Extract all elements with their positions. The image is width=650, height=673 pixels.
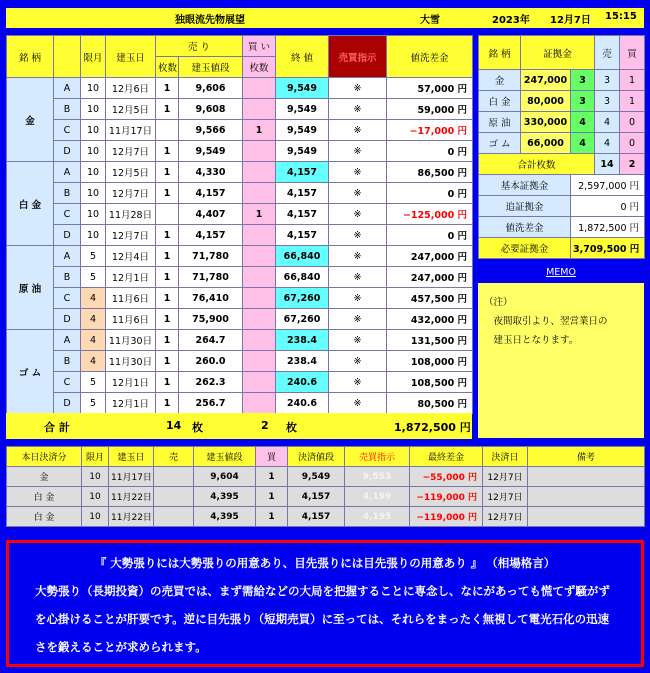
- close-cell: 4,157: [276, 162, 329, 183]
- signal-cell: ※: [329, 246, 387, 267]
- buy-qty-cell: [243, 246, 276, 267]
- date-cell: 12月7日: [106, 183, 156, 204]
- close-cell: 4,157: [276, 204, 329, 225]
- settle-close: 4,157: [288, 507, 345, 527]
- date-cell: 11月17日: [106, 120, 156, 141]
- diff-cell: 457,500 円: [387, 288, 473, 309]
- class-cell: C: [54, 120, 81, 141]
- contract-buy: 2: [620, 154, 645, 175]
- signal-cell: ※: [329, 120, 387, 141]
- positions-table: [6, 35, 473, 414]
- signal-cell: ※: [329, 267, 387, 288]
- col-sagaku: 値洗差金: [387, 36, 473, 78]
- settlement-row: [7, 507, 645, 527]
- summary-label: 追証拠金: [479, 196, 571, 217]
- date-cell: 12月1日: [106, 393, 156, 414]
- proverb-box: [6, 540, 644, 667]
- class-cell: D: [54, 393, 81, 414]
- year-label: 2023年: [492, 15, 530, 26]
- entry-price-cell: 9,608: [179, 99, 243, 120]
- settlement-row: [7, 467, 645, 487]
- diff-cell: −17,000 円: [387, 120, 473, 141]
- diff-cell: 0 円: [387, 225, 473, 246]
- margin-col-kai: 買: [620, 36, 645, 70]
- close-cell: 4,157: [276, 183, 329, 204]
- col-class: [54, 36, 81, 78]
- buy-qty-cell: [243, 141, 276, 162]
- settle-col: 最終差金: [410, 447, 483, 467]
- margin-summary-row: [479, 175, 645, 196]
- date-cell: 12月6日: [106, 78, 156, 99]
- settle-signal: 4,195: [345, 507, 410, 527]
- margin-summary-row: [479, 196, 645, 217]
- settle-sdate: 12月7日: [483, 507, 528, 527]
- settle-note: [528, 507, 645, 527]
- signal-cell: ※: [329, 393, 387, 414]
- settle-sdate: 12月7日: [483, 467, 528, 487]
- margin-summary-row: [479, 217, 645, 238]
- settle-price: 9,604: [194, 467, 256, 487]
- class-cell: B: [54, 267, 81, 288]
- col-kai-maisu: 枚数: [243, 57, 276, 78]
- totals-sell: 14: [166, 419, 182, 432]
- buy-qty-cell: [243, 309, 276, 330]
- sell-qty-cell: [156, 204, 179, 225]
- margin-name: 金: [479, 70, 521, 91]
- close-cell: 4,157: [276, 225, 329, 246]
- col-uri-nedan: 建玉値段: [179, 57, 243, 78]
- contract-total-row: [479, 154, 645, 175]
- close-cell: 9,549: [276, 78, 329, 99]
- signal-cell: ※: [329, 141, 387, 162]
- sell-qty-cell: 1: [156, 225, 179, 246]
- date-cell: 12月7日: [106, 225, 156, 246]
- margin-summary-row: [479, 238, 645, 259]
- diff-cell: 432,000 円: [387, 309, 473, 330]
- class-cell: C: [54, 372, 81, 393]
- settlement-table: [6, 446, 645, 527]
- margin-name: 原 油: [479, 112, 521, 133]
- signal-cell: ※: [329, 78, 387, 99]
- close-cell: 238.4: [276, 351, 329, 372]
- position-row: [7, 183, 473, 204]
- diff-cell: 86,500 円: [387, 162, 473, 183]
- buy-qty-cell: [243, 99, 276, 120]
- margin-header-row: [479, 36, 645, 70]
- margin-name: 白 金: [479, 91, 521, 112]
- margin-row: [479, 112, 645, 133]
- position-row: [7, 351, 473, 372]
- settle-col: 備考: [528, 447, 645, 467]
- class-cell: B: [54, 351, 81, 372]
- signal-cell: ※: [329, 351, 387, 372]
- buy-qty-cell: [243, 288, 276, 309]
- memo-title: MEMO: [478, 263, 644, 283]
- sell-qty-cell: 1: [156, 372, 179, 393]
- class-cell: D: [54, 141, 81, 162]
- sell-qty-cell: [156, 120, 179, 141]
- month-cell: 10: [81, 78, 106, 99]
- entry-price-cell: 262.3: [179, 372, 243, 393]
- entry-price-cell: 76,410: [179, 288, 243, 309]
- memo-box: [478, 283, 644, 438]
- class-cell: D: [54, 309, 81, 330]
- col-uri: 売 り: [156, 36, 243, 57]
- proverb-body: 大勢張り（長期投資）の売買では、まず需給などの大局を把握することに専念し、なにがあっても慌てず騒がずを心掛けることが肝要です。逆に目先張り（短期売買）に至っては、それらをまったく無視して電光石化の迅速さを鍛えることが求められます。: [35, 584, 610, 654]
- close-cell: 66,840: [276, 267, 329, 288]
- settle-sell: [154, 507, 194, 527]
- date-label: 12月7日: [550, 15, 591, 26]
- month-cell: 4: [81, 288, 106, 309]
- settle-month: 10: [82, 487, 109, 507]
- month-cell: 5: [81, 372, 106, 393]
- buy-qty-cell: [243, 78, 276, 99]
- date-cell: 12月4日: [106, 246, 156, 267]
- margin-sell: 3: [595, 70, 620, 91]
- diff-cell: 108,000 円: [387, 351, 473, 372]
- date-cell: 12月7日: [106, 141, 156, 162]
- col-tategyokubi: 建玉日: [106, 36, 156, 78]
- month-cell: 5: [81, 267, 106, 288]
- class-cell: C: [54, 204, 81, 225]
- close-cell: 66,840: [276, 246, 329, 267]
- entry-price-cell: 71,780: [179, 267, 243, 288]
- class-cell: B: [54, 183, 81, 204]
- class-cell: A: [54, 78, 81, 99]
- margin-row: [479, 133, 645, 154]
- sell-qty-cell: 1: [156, 162, 179, 183]
- diff-cell: 57,000 円: [387, 78, 473, 99]
- totals-sell-unit: 枚: [192, 421, 203, 434]
- settle-col: 買: [256, 447, 288, 467]
- header-strip: [6, 8, 644, 28]
- date-cell: 12月1日: [106, 372, 156, 393]
- settle-signal: 9,553: [345, 467, 410, 487]
- date-cell: 12月5日: [106, 162, 156, 183]
- margin-amount: 330,000: [521, 112, 571, 133]
- close-cell: 238.4: [276, 330, 329, 351]
- summary-value: 1,872,500 円: [571, 217, 645, 238]
- entry-price-cell: 9,566: [179, 120, 243, 141]
- position-row: [7, 120, 473, 141]
- month-cell: 4: [81, 309, 106, 330]
- date-cell: 12月5日: [106, 99, 156, 120]
- settle-sell: [154, 487, 194, 507]
- sell-qty-cell: 1: [156, 183, 179, 204]
- position-row: [7, 99, 473, 120]
- margin-amount: 66,000: [521, 133, 571, 154]
- memo-line: 夜間取引より、翌営業日の: [484, 316, 608, 327]
- entry-price-cell: 75,900: [179, 309, 243, 330]
- settle-sell: [154, 467, 194, 487]
- summary-value: 2,597,000 円: [571, 175, 645, 196]
- proverb-quote: 『 大勢張りには大勢張りの用意あり、目先張りには目先張りの用意あり 』 （相場格言）: [94, 556, 556, 570]
- buy-qty-cell: [243, 162, 276, 183]
- class-cell: A: [54, 246, 81, 267]
- col-gengetsu: 限月: [81, 36, 106, 78]
- margin-units: 4: [571, 112, 595, 133]
- col-owarine: 終 値: [276, 36, 329, 78]
- settle-price: 4,395: [194, 507, 256, 527]
- month-cell: 10: [81, 204, 106, 225]
- buy-qty-cell: [243, 393, 276, 414]
- close-cell: 240.6: [276, 393, 329, 414]
- class-cell: B: [54, 99, 81, 120]
- date-cell: 12月1日: [106, 267, 156, 288]
- settle-final: −119,000 円: [410, 487, 483, 507]
- contract-label: 合計枚数: [479, 154, 595, 175]
- settle-date: 11月22日: [109, 507, 154, 527]
- page-title: 独眼流先物展望: [175, 15, 245, 26]
- close-cell: 9,549: [276, 141, 329, 162]
- date-cell: 11月6日: [106, 309, 156, 330]
- settle-col: 決済日: [483, 447, 528, 467]
- margin-sell: 4: [595, 133, 620, 154]
- memo-line: 建玉日となります。: [484, 335, 579, 346]
- margin-buy: 0: [620, 112, 645, 133]
- col-signal: 売買指示: [329, 36, 387, 78]
- settle-note: [528, 487, 645, 507]
- month-cell: 5: [81, 246, 106, 267]
- class-cell: C: [54, 288, 81, 309]
- settlement-header-row: [7, 447, 645, 467]
- settlement-row: [7, 487, 645, 507]
- diff-cell: 108,500 円: [387, 372, 473, 393]
- sell-qty-cell: 1: [156, 288, 179, 309]
- class-cell: D: [54, 225, 81, 246]
- settle-name: 金: [7, 467, 82, 487]
- entry-price-cell: 264.7: [179, 330, 243, 351]
- month-cell: 10: [81, 141, 106, 162]
- margin-name: ゴ ム: [479, 133, 521, 154]
- settle-final: −55,000 円: [410, 467, 483, 487]
- settle-col: 本日決済分: [7, 447, 82, 467]
- signal-cell: ※: [329, 288, 387, 309]
- margin-row: [479, 91, 645, 112]
- margin-units: 4: [571, 133, 595, 154]
- sell-qty-cell: 1: [156, 309, 179, 330]
- sell-qty-cell: 1: [156, 78, 179, 99]
- sell-qty-cell: 1: [156, 351, 179, 372]
- summary-label: 必要証拠金: [479, 238, 571, 259]
- commodity-name: 金: [7, 78, 54, 162]
- header-row: [7, 36, 473, 57]
- settle-name: 白 金: [7, 487, 82, 507]
- diff-cell: 59,000 円: [387, 99, 473, 120]
- entry-price-cell: 256.7: [179, 393, 243, 414]
- entry-price-cell: 9,549: [179, 141, 243, 162]
- position-row: [7, 204, 473, 225]
- margin-table: [478, 35, 645, 259]
- totals-row: [6, 413, 472, 439]
- position-row: [7, 393, 473, 414]
- margin-col-uri: 売: [595, 36, 620, 70]
- date-cell: 11月6日: [106, 288, 156, 309]
- month-cell: 10: [81, 225, 106, 246]
- margin-row: [479, 70, 645, 91]
- margin-units: 3: [571, 70, 595, 91]
- buy-qty-cell: [243, 225, 276, 246]
- signal-cell: ※: [329, 309, 387, 330]
- diff-cell: 247,000 円: [387, 267, 473, 288]
- totals-buy-unit: 枚: [286, 421, 297, 434]
- buy-qty-cell: [243, 351, 276, 372]
- settle-buy: 1: [256, 467, 288, 487]
- entry-price-cell: 9,606: [179, 78, 243, 99]
- entry-price-cell: 4,157: [179, 225, 243, 246]
- entry-price-cell: 4,157: [179, 183, 243, 204]
- sell-qty-cell: 1: [156, 246, 179, 267]
- col-meigara: 銘 柄: [7, 36, 54, 78]
- position-row: [7, 225, 473, 246]
- time-label: 15:15: [605, 11, 637, 22]
- col-kai: 買 い: [243, 36, 276, 57]
- month-cell: 10: [81, 120, 106, 141]
- settle-buy: 1: [256, 487, 288, 507]
- commodity-name: 原 油: [7, 246, 54, 330]
- position-row: [7, 267, 473, 288]
- settle-col: 建玉値段: [194, 447, 256, 467]
- month-cell: 4: [81, 330, 106, 351]
- totals-label: 合 計: [44, 421, 70, 434]
- weather-label: 大雪: [420, 15, 440, 26]
- position-row: [7, 78, 473, 99]
- sell-qty-cell: 1: [156, 267, 179, 288]
- commodity-name: 白 金: [7, 162, 54, 246]
- month-cell: 4: [81, 351, 106, 372]
- position-row: [7, 288, 473, 309]
- settle-date: 11月17日: [109, 467, 154, 487]
- summary-value: 3,709,500 円: [571, 238, 645, 259]
- entry-price-cell: 4,330: [179, 162, 243, 183]
- signal-cell: ※: [329, 204, 387, 225]
- settle-date: 11月22日: [109, 487, 154, 507]
- date-cell: 11月30日: [106, 351, 156, 372]
- position-row: [7, 330, 473, 351]
- margin-sell: 4: [595, 112, 620, 133]
- settle-name: 白 金: [7, 507, 82, 527]
- diff-cell: 80,500 円: [387, 393, 473, 414]
- buy-qty-cell: [243, 330, 276, 351]
- class-cell: A: [54, 330, 81, 351]
- close-cell: 67,260: [276, 288, 329, 309]
- signal-cell: ※: [329, 372, 387, 393]
- month-cell: 10: [81, 162, 106, 183]
- position-row: [7, 246, 473, 267]
- settle-close: 4,157: [288, 487, 345, 507]
- sell-qty-cell: 1: [156, 330, 179, 351]
- buy-qty-cell: [243, 267, 276, 288]
- summary-label: 値洗差金: [479, 217, 571, 238]
- totals-diff: 1,872,500 円: [394, 421, 471, 434]
- col-uri-maisu: 枚数: [156, 57, 179, 78]
- settle-col: 売: [154, 447, 194, 467]
- margin-col-shokokin: 証拠金: [521, 36, 595, 70]
- settle-note: [528, 467, 645, 487]
- margin-amount: 80,000: [521, 91, 571, 112]
- margin-amount: 247,000: [521, 70, 571, 91]
- margin-buy: 1: [620, 70, 645, 91]
- summary-label: 基本証拠金: [479, 175, 571, 196]
- date-cell: 11月28日: [106, 204, 156, 225]
- margin-units: 3: [571, 91, 595, 112]
- position-row: [7, 162, 473, 183]
- sell-qty-cell: 1: [156, 99, 179, 120]
- class-cell: A: [54, 162, 81, 183]
- settle-col: 限月: [82, 447, 109, 467]
- memo-line: （注）: [484, 297, 513, 308]
- settle-final: −119,000 円: [410, 507, 483, 527]
- buy-qty-cell: [243, 183, 276, 204]
- buy-qty-cell: 1: [243, 204, 276, 225]
- position-row: [7, 309, 473, 330]
- diff-cell: −125,000 円: [387, 204, 473, 225]
- month-cell: 10: [81, 99, 106, 120]
- settle-col: 建玉日: [109, 447, 154, 467]
- settle-buy: 1: [256, 507, 288, 527]
- signal-cell: ※: [329, 162, 387, 183]
- entry-price-cell: 71,780: [179, 246, 243, 267]
- settle-month: 10: [82, 507, 109, 527]
- settle-signal: 4,199: [345, 487, 410, 507]
- settle-col: 売買指示: [345, 447, 410, 467]
- commodity-name: ゴ ム: [7, 330, 54, 414]
- sell-qty-cell: 1: [156, 141, 179, 162]
- margin-buy: 0: [620, 133, 645, 154]
- close-cell: 67,260: [276, 309, 329, 330]
- entry-price-cell: 260.0: [179, 351, 243, 372]
- totals-buy: 2: [261, 419, 269, 432]
- settle-sdate: 12月7日: [483, 487, 528, 507]
- position-row: [7, 372, 473, 393]
- settle-col: 決済値段: [288, 447, 345, 467]
- margin-col-meigara: 銘 柄: [479, 36, 521, 70]
- margin-sell: 3: [595, 91, 620, 112]
- month-cell: 5: [81, 393, 106, 414]
- settle-month: 10: [82, 467, 109, 487]
- signal-cell: ※: [329, 330, 387, 351]
- header-bar: [0, 0, 650, 38]
- buy-qty-cell: 1: [243, 120, 276, 141]
- close-cell: 240.6: [276, 372, 329, 393]
- buy-qty-cell: [243, 372, 276, 393]
- entry-price-cell: 4,407: [179, 204, 243, 225]
- close-cell: 9,549: [276, 99, 329, 120]
- settle-price: 4,395: [194, 487, 256, 507]
- signal-cell: ※: [329, 183, 387, 204]
- summary-value: 0 円: [571, 196, 645, 217]
- sell-qty-cell: 1: [156, 393, 179, 414]
- margin-buy: 1: [620, 91, 645, 112]
- settle-close: 9,549: [288, 467, 345, 487]
- position-row: [7, 141, 473, 162]
- date-cell: 11月30日: [106, 330, 156, 351]
- diff-cell: 0 円: [387, 141, 473, 162]
- month-cell: 10: [81, 183, 106, 204]
- diff-cell: 247,000 円: [387, 246, 473, 267]
- diff-cell: 131,500 円: [387, 330, 473, 351]
- signal-cell: ※: [329, 225, 387, 246]
- contract-sell: 14: [595, 154, 620, 175]
- signal-cell: ※: [329, 99, 387, 120]
- diff-cell: 0 円: [387, 183, 473, 204]
- close-cell: 9,549: [276, 120, 329, 141]
